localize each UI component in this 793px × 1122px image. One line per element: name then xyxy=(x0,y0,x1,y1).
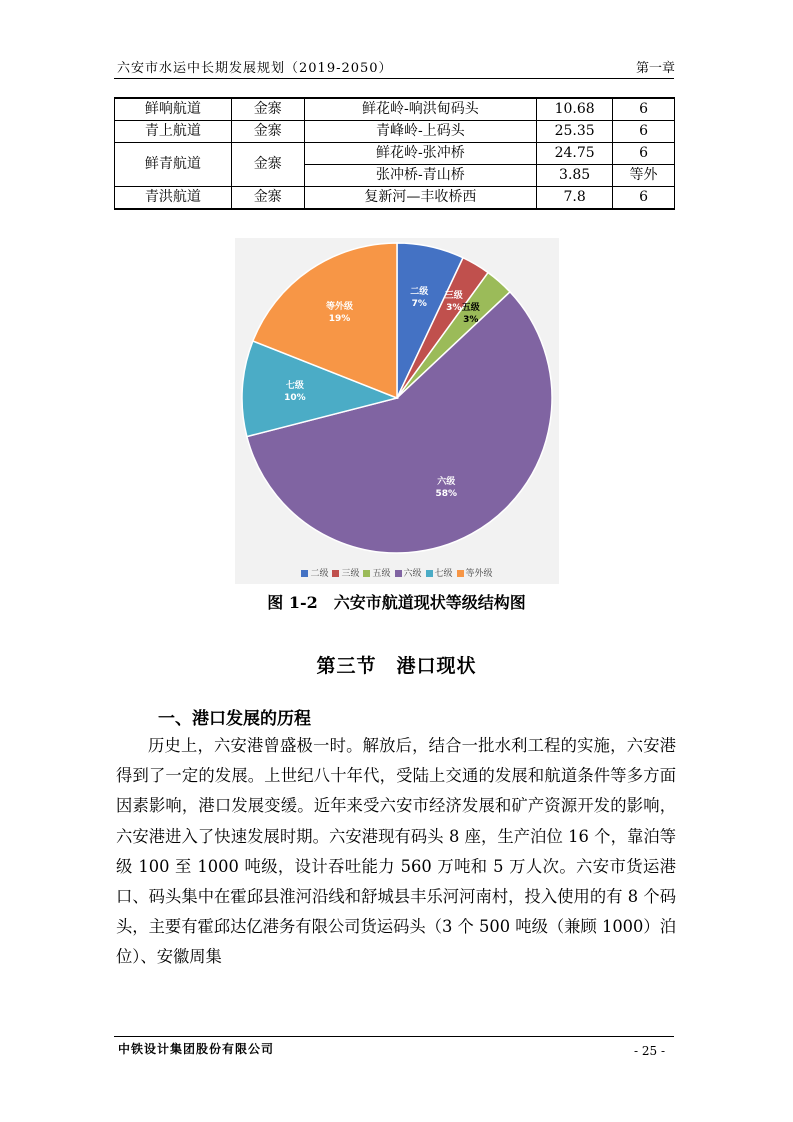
header-rule xyxy=(114,78,674,79)
table-cell-length: 3.85 xyxy=(537,165,613,187)
table-cell-grade: 6 xyxy=(613,143,675,165)
slice-label xyxy=(275,380,315,404)
legend-swatch xyxy=(301,570,308,577)
table-cell-grade: 6 xyxy=(613,98,675,121)
slice-label-value: 7% xyxy=(411,299,427,310)
legend-label: 二级 xyxy=(310,569,329,579)
figure-caption: 图 1-2 六安市航道现状等级结构图 xyxy=(267,593,526,612)
page-number: - 25 - xyxy=(633,1044,665,1058)
table-row xyxy=(115,121,675,143)
table-cell-name: 鲜响航道 xyxy=(115,98,232,121)
slice-label-value: 3% xyxy=(463,315,479,326)
section-title: 第三节 港口现状 xyxy=(316,655,477,677)
table-cell-grade: 等外 xyxy=(613,165,675,187)
legend-item xyxy=(332,566,359,579)
legend-label: 七级 xyxy=(434,569,453,579)
legend-swatch xyxy=(332,570,339,577)
legend-swatch xyxy=(457,570,464,577)
waterway-table xyxy=(114,97,675,210)
legend-item xyxy=(363,566,390,579)
legend-label: 等外级 xyxy=(465,569,493,579)
table-cell-grade: 6 xyxy=(613,121,675,143)
legend-item xyxy=(301,566,328,579)
pie-chart-svg xyxy=(235,238,559,584)
legend-swatch xyxy=(426,570,433,577)
table-cell-section: 复新河—丰收桥西 xyxy=(304,187,537,210)
slice-label xyxy=(319,301,359,325)
slice-label-value: 10% xyxy=(284,392,306,403)
slice-label-name: 等外级 xyxy=(325,302,353,313)
slice-label-value: 19% xyxy=(328,314,351,325)
footer-company: 中铁设计集团股份有限公司 xyxy=(118,1042,275,1056)
slice-label-name: 七级 xyxy=(285,380,304,391)
legend-swatch xyxy=(395,570,402,577)
table-cell-county: 金寨 xyxy=(231,187,304,210)
legend-label: 三级 xyxy=(341,569,360,579)
table-cell-county: 金寨 xyxy=(231,143,304,187)
legend-label: 五级 xyxy=(372,569,391,579)
table-cell-name: 青洪航道 xyxy=(115,187,232,210)
pie-chart xyxy=(235,238,559,584)
table-cell-section: 鲜花岭-张冲桥 xyxy=(304,143,537,165)
table-row xyxy=(115,187,675,210)
page-header-chapter: 第一章 xyxy=(635,61,675,76)
table-cell-section: 青峰岭-上码头 xyxy=(304,121,537,143)
table-cell-length: 25.35 xyxy=(537,121,613,143)
table-cell-section: 张冲桥-青山桥 xyxy=(304,165,537,187)
slice-label-name: 三级 xyxy=(444,290,463,301)
subsection-title: 一、港口发展的历程 xyxy=(158,709,311,729)
table-cell-county: 金寨 xyxy=(231,121,304,143)
slice-label-name: 六级 xyxy=(437,476,456,487)
legend-item xyxy=(395,566,422,579)
table-row xyxy=(115,98,675,121)
table-cell-county: 金寨 xyxy=(231,98,304,121)
slice-label xyxy=(426,476,466,500)
slice-label-value: 3% xyxy=(446,302,462,313)
chart-legend xyxy=(235,566,559,579)
body-paragraph: 历史上，六安港曾盛极一时。解放后，结合一批水利工程的实施，六安港得到了一定的发展。上世纪八十年代，受陆上交通的发展和航道条件等多方面因素影响，港口发展变缓。近年来受六安市经济发展和矿产资源开发的影响，六安港进入了快速发展时期。六安港现有码头 8 座，生产泊位 16 个，靠泊等级 100 至 1000 吨级，设计吞吐能力 560 万吨和 5 万人次。六安市货运港口、码头集中在霍邱县淮河沿线和舒城县丰乐河河南村，投入使用的有 8 个码头，主要有霍邱达亿港务有限公司货运码头（3 个 500 吨级（兼顾 1000）泊位）、安徽周集 xyxy=(116,736,676,967)
table-cell-name: 青上航道 xyxy=(115,121,232,143)
slice-label xyxy=(451,302,491,326)
page-header-title: 六安市水运中长期发展规划（2019-2050） xyxy=(117,61,393,76)
table-cell-section: 鲜花岭-响洪甸码头 xyxy=(304,98,537,121)
legend-swatch xyxy=(363,570,370,577)
legend-item xyxy=(426,566,453,579)
table-cell-grade: 6 xyxy=(613,187,675,210)
table-cell-length: 7.8 xyxy=(537,187,613,210)
legend-label: 六级 xyxy=(403,569,422,579)
table-cell-length: 10.68 xyxy=(537,98,613,121)
slice-label-value: 58% xyxy=(435,488,458,499)
slice-label-name: 二级 xyxy=(410,287,429,298)
footer-rule xyxy=(114,1036,674,1037)
table-cell-length: 24.75 xyxy=(537,143,613,165)
table-row xyxy=(115,143,675,165)
legend-item xyxy=(457,566,493,579)
table-cell-name: 鲜青航道 xyxy=(115,143,232,187)
slice-label-name: 五级 xyxy=(461,303,480,314)
